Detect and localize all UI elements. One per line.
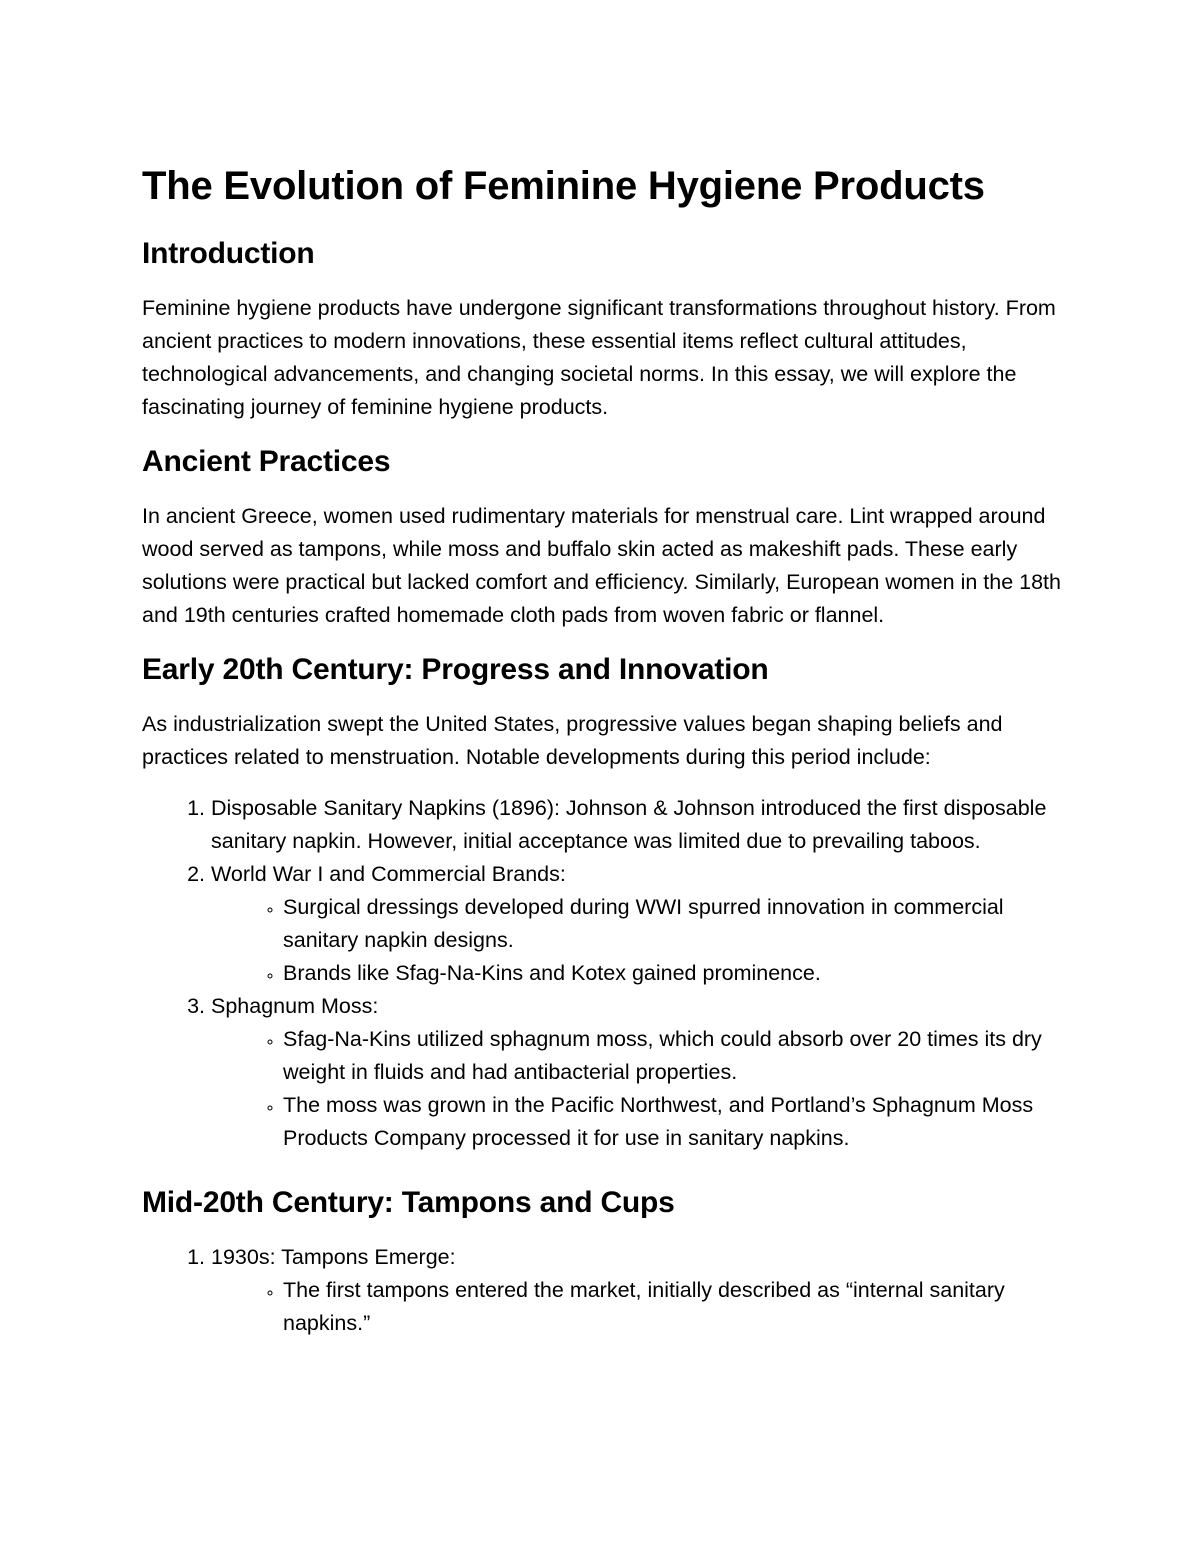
- sub-list-item: [283, 1274, 1067, 1340]
- sub-list: [211, 1023, 1067, 1155]
- sub-list-item-text: The moss was grown in the Pacific Northwest, and Portland’s Sphagnum Moss Products Company processed it for use in sanitary napkins.: [283, 1093, 1034, 1150]
- list-item: [211, 792, 1067, 858]
- paragraph-introduction: Feminine hygiene products have undergone significant transformations throughout history. From ancient practices to modern innovations, these essential items reflect cultural attitudes, technological advancements, and changing societal norms. In this essay, we will explore the fascinating journey of feminine hygiene products.: [142, 296, 1056, 419]
- sub-list-item-text: Surgical dressings developed during WWI spurred innovation in commercial sanitary napkin designs.: [283, 895, 1004, 952]
- spacer: [142, 1171, 1067, 1183]
- paragraph-early-20th-century: As industrialization swept the United States, progressive values began shaping beliefs and practices related to menstruation. Notable developments during this period include:: [142, 712, 1003, 769]
- list-item-text: Sphagnum Moss:: [211, 994, 379, 1018]
- list-item-text: Disposable Sanitary Napkins (1896): Johnson & Johnson introduced the first disposable sanitary napkin. However, initial acceptance was limited due to prevailing taboos.: [211, 796, 1047, 853]
- heading-introduction: Introduction: [142, 237, 315, 270]
- heading-early-20th-century: Early 20th Century: Progress and Innovation: [142, 653, 769, 686]
- list-item: [211, 1241, 1067, 1340]
- sub-list-item-text: Brands like Sfag-Na-Kins and Kotex gained prominence.: [283, 961, 821, 985]
- sub-list-item-text: The first tampons entered the market, initially described as “internal sanitary napkins.”: [283, 1278, 1005, 1335]
- document-page: [142, 160, 1067, 1356]
- paragraph-ancient-practices: In ancient Greece, women used rudimentary materials for menstrual care. Lint wrapped around wood served as tampons, while moss and buffalo skin acted as makeshift pads. These early solutions were practical but lacked comfort and efficiency. Similarly, European women in the 18th and 19th centuries crafted homemade cloth pads from woven fabric or flannel.: [142, 504, 1061, 627]
- heading-ancient-practices: Ancient Practices: [142, 445, 391, 478]
- sub-list: [211, 891, 1067, 990]
- sub-list-item: [283, 891, 1067, 957]
- document-title: The Evolution of Feminine Hygiene Products: [142, 164, 985, 208]
- sub-list: [211, 1274, 1067, 1340]
- sub-list-item: [283, 957, 1067, 990]
- list-early-20th-century: [142, 792, 1067, 1155]
- sub-list-item: [283, 1089, 1067, 1155]
- heading-mid-20th-century: Mid-20th Century: Tampons and Cups: [142, 1186, 675, 1219]
- list-item-text: World War I and Commercial Brands:: [211, 862, 566, 886]
- sub-list-item: [283, 1023, 1067, 1089]
- list-mid-20th-century: [142, 1241, 1067, 1340]
- list-item-text: 1930s: Tampons Emerge:: [211, 1245, 456, 1269]
- list-item: [211, 858, 1067, 990]
- list-item: [211, 990, 1067, 1155]
- sub-list-item-text: Sfag-Na-Kins utilized sphagnum moss, which could absorb over 20 times its dry weight in fluids and had antibacterial properties.: [283, 1027, 1042, 1084]
